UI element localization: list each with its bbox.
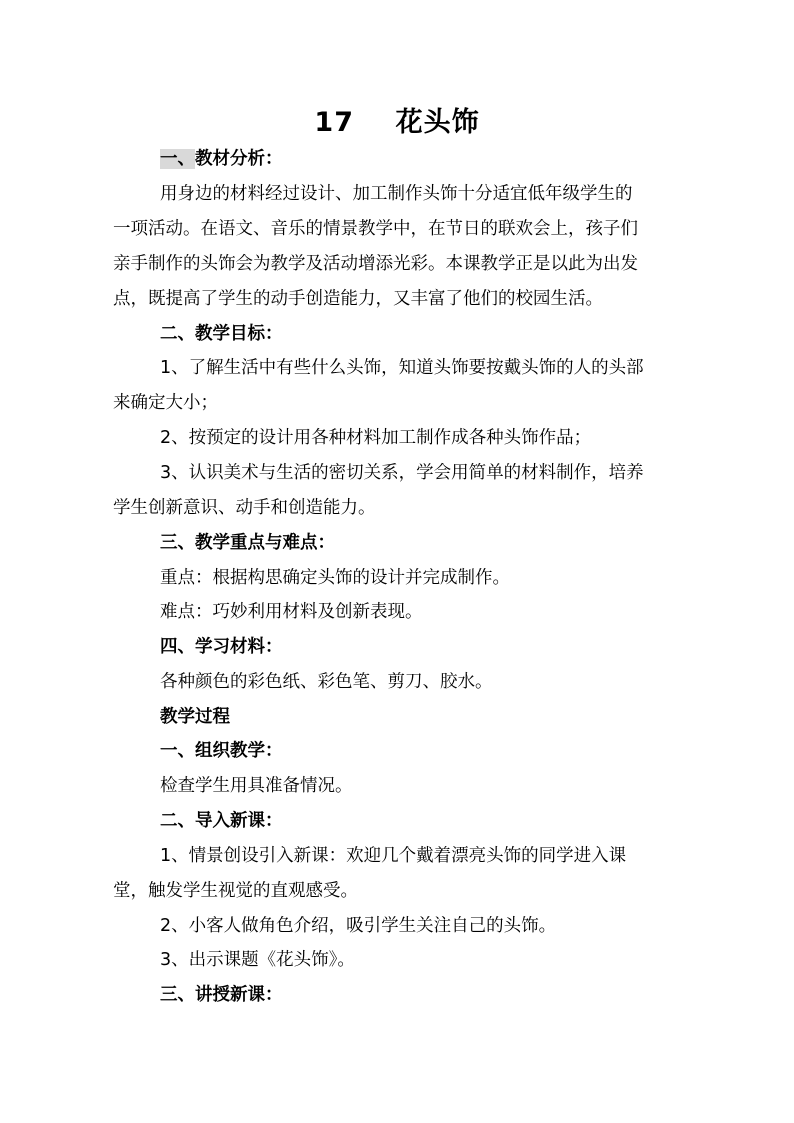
key-point-text: 重点：根据构思确定头饰的设计并完成制作。 <box>160 568 510 588</box>
heading-text: 教材分析： <box>195 149 283 169</box>
heading-highlight: 一、 <box>160 149 195 169</box>
list-item-line: 3、出示课题《花头饰》。 <box>160 950 355 970</box>
materials-text: 各种颜色的彩色纸、彩色笔、剪刀、胶水。 <box>160 672 493 692</box>
section-heading-materials: 四、学习材料： <box>160 637 283 657</box>
paragraph-line: 用身边的材料经过设计、加工制作头饰十分适宜低年级学生的 <box>160 184 633 204</box>
paragraph-line: 点，既提高了学生的动手创造能力，又丰富了他们的校园生活。 <box>113 289 603 309</box>
process-heading: 教学过程 <box>160 707 230 727</box>
section-heading-organize: 一、组织教学： <box>160 741 283 761</box>
list-item-line: 3、认识美术与生活的密切关系，学会用简单的材料制作，培养 <box>160 463 644 483</box>
list-item-line: 学生创新意识、动手和创造能力。 <box>113 498 376 518</box>
section-heading-intro: 二、导入新课： <box>160 811 283 831</box>
section-heading-objectives: 二、教学目标： <box>160 324 283 344</box>
list-item-line: 2、按预定的设计用各种材料加工制作成各种头饰作品； <box>160 428 592 448</box>
page-title: 17 花头饰 <box>314 107 480 138</box>
section-heading-key-points: 三、教学重点与难点： <box>160 533 335 553</box>
list-item-line: 来确定大小； <box>113 393 218 413</box>
list-item-line: 1、情景创设引入新课：欢迎几个戴着漂亮头饰的同学进入课 <box>160 846 627 866</box>
section-heading-analysis <box>0 146 794 172</box>
paragraph-line: 一项活动。在语文、音乐的情景教学中，在节日的联欢会上，孩子们 <box>113 219 638 239</box>
list-item-line: 1、了解生活中有些什么头饰，知道头饰要按戴头饰的人的头部 <box>160 358 644 378</box>
list-item-line: 堂，触发学生视觉的直观感受。 <box>113 881 358 901</box>
paragraph-line: 亲手制作的头饰会为教学及活动增添光彩。本课教学正是以此为出发 <box>113 254 638 274</box>
section-heading-new-lesson: 三、讲授新课： <box>160 985 283 1005</box>
difficulty-text: 难点：巧妙利用材料及创新表现。 <box>160 602 423 622</box>
organize-text: 检查学生用具准备情况。 <box>160 776 353 796</box>
list-item-line: 2、小客人做角色介绍，吸引学生关注自己的头饰。 <box>160 916 557 936</box>
